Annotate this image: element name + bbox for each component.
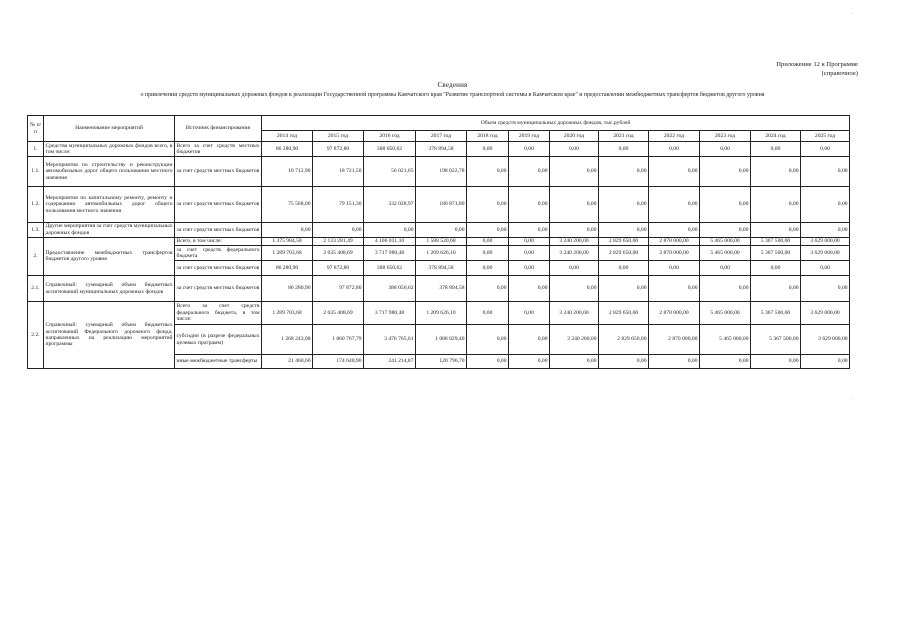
amount-cell: 5 367 500,00 <box>751 325 801 355</box>
amount-cell: 0,00 <box>550 261 599 276</box>
row-number: 1. <box>28 142 44 157</box>
table-row <box>28 222 850 237</box>
amount-cell: 0,00 <box>649 261 700 276</box>
amount-cell: 0,00 <box>801 222 850 237</box>
row-number: 1.3. <box>28 222 44 237</box>
amount-cell: 3 240 200,00 <box>550 237 599 245</box>
amount-cell: 0,00 <box>599 142 649 157</box>
appendix-line: Приложение 12 к Программе <box>776 61 858 68</box>
table-body <box>28 142 850 369</box>
amount-cell: 120 796,70 <box>416 355 467 369</box>
amount-cell: 0,00 <box>509 156 550 186</box>
amount-cell: 0,00 <box>509 186 550 222</box>
table-row <box>28 276 850 302</box>
amount-cell: 97 872,80 <box>313 276 364 302</box>
amount-cell: 10 712,90 <box>262 156 313 186</box>
header-year: 2025 год <box>801 131 850 142</box>
amount-cell: 0,00 <box>550 222 599 237</box>
amount-cell: 0,00 <box>801 355 850 369</box>
amount-cell: 3 629 000,00 <box>801 237 850 245</box>
amount-cell: 0,00 <box>509 302 550 325</box>
amount-cell: 0,00 <box>801 142 850 157</box>
activity-name: Справочный: суммарный объем бюджетных ассигнований Федерального дорожного фонда, направленных на реализацию мероприятий программы <box>44 302 175 369</box>
header-funds-volume: Объем средств муниципальных дорожных фондов, тыс.рублей <box>262 116 850 131</box>
amount-cell: 378 894,58 <box>416 142 467 157</box>
amount-cell: 0,00 <box>649 355 700 369</box>
amount-cell: 3 717 980,48 <box>364 246 416 261</box>
amount-cell: 3 629 000,00 <box>801 325 850 355</box>
amount-cell: 1 375 984,58 <box>262 237 313 245</box>
amount-cell: 86 280,90 <box>262 261 313 276</box>
amount-cell: 0,00 <box>550 156 599 186</box>
table-row <box>28 142 850 157</box>
amount-cell: 0,00 <box>467 186 509 222</box>
header-year: 2020 год <box>550 131 599 142</box>
amount-cell: 0,00 <box>700 156 751 186</box>
funding-source: Всего за счет средств местных бюджетов <box>176 142 260 155</box>
row-number: 1.2. <box>28 186 44 222</box>
header-number: № п/п <box>28 116 44 142</box>
amount-cell: 0,00 <box>751 186 801 222</box>
amount-cell: 0,00 <box>599 156 649 186</box>
amount-cell: 21 460,60 <box>262 355 313 369</box>
amount-cell: 1 860 767,79 <box>313 325 364 355</box>
funding-source: за счет средств местных бюджетов <box>175 276 262 302</box>
amount-cell: 3 629 000,00 <box>801 302 850 325</box>
amount-cell: 0,00 <box>467 237 509 245</box>
activity-name: Средства муниципальных дорожных фондов всего, в том числе: <box>45 142 173 155</box>
amount-cell: 3 476 765,61 <box>364 325 416 355</box>
amount-cell: 3 240 200,00 <box>550 325 599 355</box>
amount-cell: 97 872,80 <box>313 261 364 276</box>
header-year: 2017 год <box>416 131 467 142</box>
amount-cell: 0,00 <box>364 222 416 237</box>
amount-cell: 0,00 <box>416 222 467 237</box>
funding-source: за счет средств местных бюджетов <box>175 186 262 222</box>
activity-name: Другие мероприятия за счет средств муниципальных дорожных фондов <box>45 223 173 236</box>
amount-cell: 2 829 650,00 <box>599 237 649 245</box>
amount-cell: 1 289 703,68 <box>262 246 313 261</box>
header-year: 2016 год <box>364 131 416 142</box>
amount-cell: 241 214,87 <box>364 355 416 369</box>
amount-cell: 0,00 <box>649 186 700 222</box>
amount-cell: 0,00 <box>467 246 509 261</box>
amount-cell: 0,00 <box>751 156 801 186</box>
amount-cell: 2 829 650,00 <box>599 325 649 355</box>
table-row <box>28 156 850 186</box>
row-number: 2. <box>28 237 44 275</box>
amount-cell: 18 721,50 <box>313 156 364 186</box>
amount-cell: 75 568,00 <box>262 186 313 222</box>
amount-cell: 0,00 <box>751 276 801 302</box>
amount-cell: 0,00 <box>700 355 751 369</box>
amount-cell: 378 894,58 <box>416 261 467 276</box>
row-number: 2.2. <box>28 302 44 369</box>
header-year: 2022 год <box>649 131 700 142</box>
amount-cell: 3 240 200,00 <box>550 246 599 261</box>
activity-name: Мероприятия по капитальному ремонту, ремонту и содержанию автомобильных дорог общего пользования местного значения <box>44 186 175 222</box>
funding-source: субсидии (в разрезе федеральных целевых программ) <box>175 325 262 355</box>
amount-cell: 3 629 000,00 <box>801 246 850 261</box>
amount-cell: 0,00 <box>509 237 550 245</box>
amount-cell: 2 870 000,00 <box>649 246 700 261</box>
amount-cell: 0,00 <box>509 246 550 261</box>
amount-cell: 388 050,62 <box>364 276 416 302</box>
amount-cell: 0,00 <box>467 142 509 157</box>
amount-cell: 180 871,80 <box>416 186 467 222</box>
amount-cell: 0,00 <box>700 276 751 302</box>
amount-cell: 0,00 <box>649 142 700 157</box>
amount-cell: 5 367 500,00 <box>751 302 801 325</box>
amount-cell: 0,00 <box>467 222 509 237</box>
amount-cell: 1 209 626,10 <box>416 246 467 261</box>
amount-cell: 0,00 <box>599 261 649 276</box>
amount-cell: 0,00 <box>801 186 850 222</box>
amount-cell: 5 465 000,00 <box>700 246 751 261</box>
amount-cell: 0,00 <box>751 142 801 157</box>
amount-cell: 97 872,80 <box>313 142 364 157</box>
amount-cell: 378 894,58 <box>416 276 467 302</box>
amount-cell: 0,00 <box>509 325 550 355</box>
header-activity-name: Наименование мероприятий <box>44 116 175 142</box>
amount-cell: 86 280,90 <box>262 142 313 157</box>
funding-source: Всего за счет средств федерального бюджета, в том числе: <box>175 302 262 325</box>
header-year: 2018 год <box>467 131 509 142</box>
amount-cell: 0,00 <box>509 142 550 157</box>
scan-mark: · <box>851 396 853 402</box>
funds-table-container <box>27 115 849 369</box>
amount-cell: 0,00 <box>801 261 850 276</box>
amount-cell: 198 022,78 <box>416 156 467 186</box>
amount-cell: 0,00 <box>509 222 550 237</box>
amount-cell: 0,00 <box>467 355 509 369</box>
amount-cell: 2 035 408,69 <box>313 246 364 261</box>
amount-cell: 0,00 <box>700 142 751 157</box>
funding-source: за счет средств местных бюджетов <box>175 261 262 276</box>
funding-source: Всего, в том числе: <box>175 237 262 245</box>
header-funding-source: Источник финансирования <box>175 116 262 142</box>
amount-cell: 0,00 <box>262 222 313 237</box>
amount-cell: 0,00 <box>599 186 649 222</box>
amount-cell: 1 088 829,40 <box>416 325 467 355</box>
amount-cell: 0,00 <box>649 222 700 237</box>
amount-cell: 0,00 <box>467 325 509 355</box>
amount-cell: 0,00 <box>751 355 801 369</box>
appendix-status: (справочное) <box>821 69 858 77</box>
amount-cell: 0,00 <box>550 355 599 369</box>
amount-cell: 0,00 <box>550 276 599 302</box>
amount-cell: 174 640,90 <box>313 355 364 369</box>
amount-cell: 0,00 <box>313 222 364 237</box>
amount-cell: 1 209 626,10 <box>416 302 467 325</box>
table-header <box>28 116 850 142</box>
amount-cell: 388 050,62 <box>364 142 416 157</box>
amount-cell: 79 151,30 <box>313 186 364 222</box>
amount-cell: 5 367 500,00 <box>751 246 801 261</box>
table-row <box>28 186 850 222</box>
amount-cell: 0,00 <box>550 142 599 157</box>
amount-cell: 5 465 000,00 <box>700 302 751 325</box>
amount-cell: 3 717 980,48 <box>364 302 416 325</box>
funds-table <box>27 115 850 369</box>
amount-cell: 0,00 <box>801 156 850 186</box>
header-year: 2015 год <box>313 131 364 142</box>
amount-cell: 0,00 <box>801 276 850 302</box>
amount-cell: 0,00 <box>649 276 700 302</box>
header-year: 2021 год <box>599 131 649 142</box>
document-subtitle: о привлечении средств муниципальных дорожных фондов к реализации Государственной программы Камчатского края "Развитие транспортной системы в Камчатском крае" и предоставлении межбюджетных трансфертов бюджетов другого уровня <box>140 92 765 98</box>
amount-cell: 2 870 000,00 <box>649 302 700 325</box>
header-year: 2019 год <box>509 131 550 142</box>
amount-cell: 2 035 408,69 <box>313 302 364 325</box>
amount-cell: 1 289 703,68 <box>262 302 313 325</box>
amount-cell: 2 133 281,49 <box>313 237 364 245</box>
funding-source: иные межбюджетные трансферты <box>175 355 262 369</box>
amount-cell: 0,00 <box>599 355 649 369</box>
funding-source: за счет средств федерального бюджета <box>176 246 260 260</box>
amount-cell: 0,00 <box>751 261 801 276</box>
amount-cell: 5 465 000,00 <box>700 237 751 245</box>
header-year: 2014 год <box>262 131 313 142</box>
amount-cell: 332 028,97 <box>364 186 416 222</box>
header-year: 2023 год <box>700 131 751 142</box>
row-number: 1.1. <box>28 156 44 186</box>
amount-cell: 0,00 <box>751 222 801 237</box>
amount-cell: 0,00 <box>599 222 649 237</box>
appendix-note <box>700 61 858 78</box>
header-year: 2024 год <box>751 131 801 142</box>
table-row <box>28 237 850 245</box>
amount-cell: 0,00 <box>550 186 599 222</box>
table-row <box>28 302 850 325</box>
amount-cell: 0,00 <box>599 276 649 302</box>
amount-cell: 0,00 <box>700 186 751 222</box>
row-number: 2.1. <box>28 276 44 302</box>
amount-cell: 2 870 000,00 <box>649 237 700 245</box>
amount-cell: 56 021,65 <box>364 156 416 186</box>
amount-cell: 0,00 <box>509 355 550 369</box>
amount-cell: 1 268 243,08 <box>262 325 313 355</box>
amount-cell: 0,00 <box>467 276 509 302</box>
amount-cell: 388 050,62 <box>364 261 416 276</box>
amount-cell: 0,00 <box>467 261 509 276</box>
amount-cell: 0,00 <box>700 222 751 237</box>
amount-cell: 4 106 031,10 <box>364 237 416 245</box>
amount-cell: 2 829 650,00 <box>599 302 649 325</box>
activity-name: Предоставление межбюджетных трансфертов бюджетов другого уровня <box>44 237 175 275</box>
document-title: Сведения <box>437 81 468 89</box>
funding-source: за счет средств местных бюджетов <box>175 222 262 237</box>
amount-cell: 5 367 500,00 <box>751 237 801 245</box>
amount-cell: 1 588 520,68 <box>416 237 467 245</box>
funding-source: за счет средств местных бюджетов <box>175 156 262 186</box>
scan-mark: · <box>851 11 853 17</box>
activity-name: Мероприятия по строительству и реконструкции автомобильных дорог общего пользования местного значения <box>44 156 175 186</box>
amount-cell: 2 870 000,00 <box>649 325 700 355</box>
amount-cell: 2 829 650,00 <box>599 246 649 261</box>
activity-name: Справочный: суммарный объем бюджетных ассигнований муниципальных дорожных фондов <box>44 276 175 302</box>
amount-cell: 0,00 <box>467 156 509 186</box>
amount-cell: 86 280,90 <box>262 276 313 302</box>
amount-cell: 0,00 <box>467 302 509 325</box>
amount-cell: 0,00 <box>700 261 751 276</box>
amount-cell: 0,00 <box>649 156 700 186</box>
amount-cell: 0,00 <box>509 276 550 302</box>
amount-cell: 5 465 000,00 <box>700 325 751 355</box>
amount-cell: 0,00 <box>509 261 550 276</box>
amount-cell: 3 240 200,00 <box>550 302 599 325</box>
